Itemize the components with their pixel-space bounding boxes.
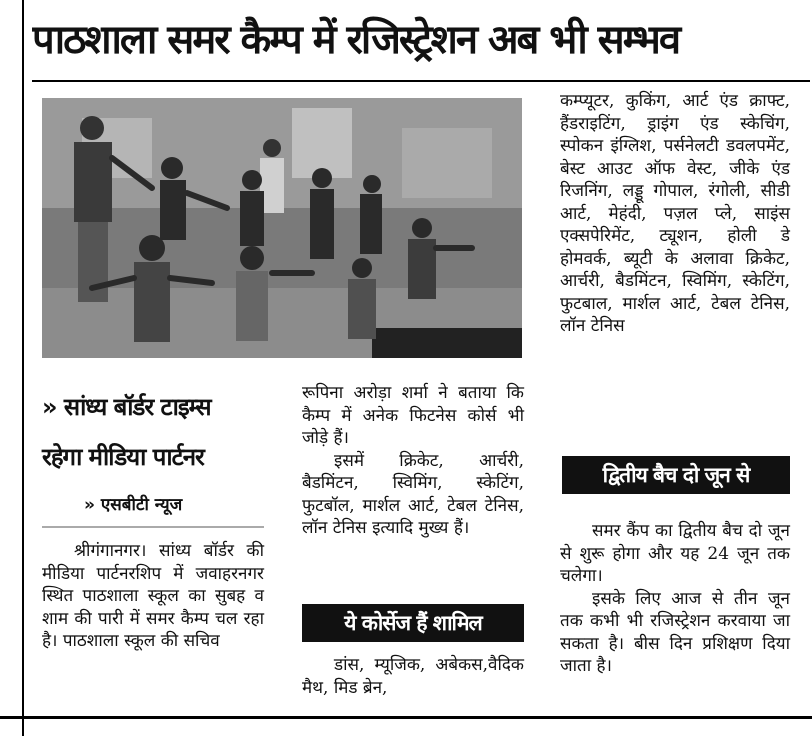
column-b-body xyxy=(302,382,524,540)
paragraph-sports: इसमें क्रिकेट, आर्चरी, बैडमिंटन, स्विमिंग, स्केटिंग, फुटबॉल, मार्शल आर्ट, टेबल टेनिस, लॉन टेनिस इत्यादि मुख्य हैं। xyxy=(302,450,524,538)
paragraph-registration: इसके लिए आज से तीन जून तक कभी भी रजिस्ट्रेशन करवाया जा सकता है। बीस दिन प्रशिक्षण दिया जाता है। xyxy=(560,588,790,676)
box-heading-second-batch: द्वितीय बैच दो जून से xyxy=(562,456,790,494)
side-heading-line2: रहेगा मीडिया पार्टनर xyxy=(42,443,204,471)
paragraph-fitness: रूपिना अरोड़ा शर्मा ने बताया कि कैम्प में अनेक फिटनेस कोर्स भी जोड़े हैं। xyxy=(302,383,524,448)
left-column-rule xyxy=(22,0,24,736)
bottom-rule xyxy=(0,716,812,719)
column-c-bottom xyxy=(560,520,790,678)
column-c-top xyxy=(560,90,790,338)
box-heading-courses: ये कोर्सेज हैं शामिल xyxy=(302,604,524,642)
side-heading-line1: » सांध्य बॉर्डर टाइम्स xyxy=(42,393,211,421)
byline-rule xyxy=(42,526,264,528)
children-dancing-photo xyxy=(42,98,522,358)
headline-rule xyxy=(32,80,810,82)
paragraph-second-batch: समर कैंप का द्वितीय बैच दो जून से शुरू होगा और यह 24 जून तक चलेगा। xyxy=(560,521,790,586)
course-list-paragraph: कम्प्यूटर, कुकिंग, आर्ट एंड क्राफ्ट, हैंडराइटिंग, ड्राइंग एंड स्केचिंग, स्पोकन इंग्लिश, पर्सनेलटी डवलपमेंट, बेस्ट आउट ऑफ वेस्ट, जीके एंड रिजनिंग, लड्डू गोपाल, रंगोली, सीडी आर्ट, मेहंदी, पज़ल प्ले, साइंस एक्सपेरिमेंट, ट्यूशन, होली डे होमवर्क, ब्यूटी के अलावा क्रिकेट, आर्चरी, बैडमिंटन, स्विमिंग, स्केटिंग, फुटबाल, मार्शल आर्ट, टेबल टेनिस, लॉन टेनिस xyxy=(560,91,790,336)
column-a-body xyxy=(42,540,264,653)
paragraph-courses-start: डांस, म्यूजिक, अबेकस,वैदिक मैथ, मिड ब्रेन, xyxy=(302,655,524,698)
column-b-bottom xyxy=(302,654,524,699)
byline: » एसबीटी न्यूज xyxy=(84,495,183,515)
headline: पाठशाला समर कैम्प में रजिस्ट्रेशन अब भी सम्भव xyxy=(32,17,680,63)
lead-paragraph: श्रीगंगानगर। सांध्य बॉर्डर की मीडिया पार्टनरशिप में जवाहरनगर स्थित पाठशाला स्कूल का सुबह व शाम की पारी में समर कैम्प चल रहा है। पाठशाला स्कूल की सचिव xyxy=(42,541,264,651)
